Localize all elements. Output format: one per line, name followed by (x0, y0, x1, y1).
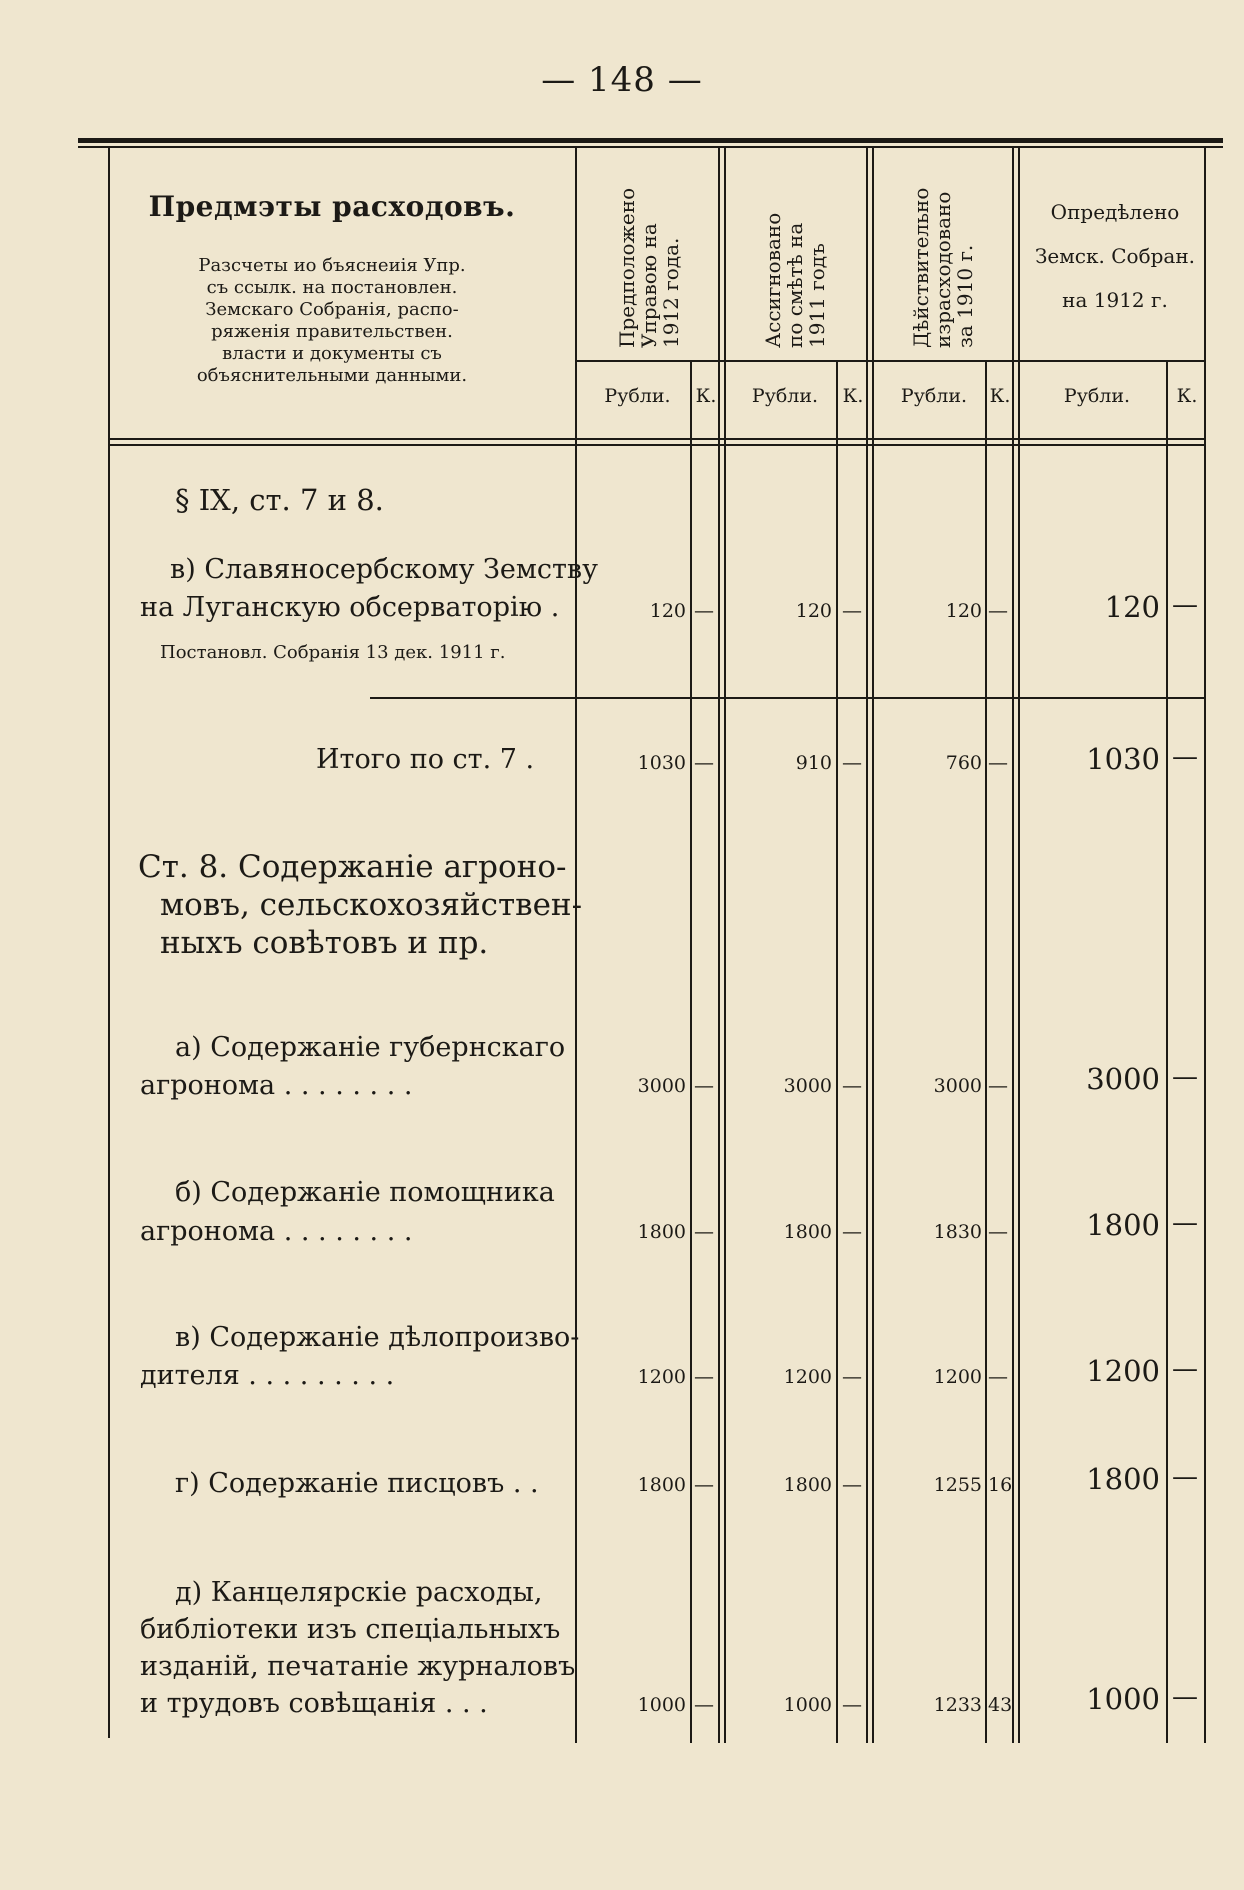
item-v-top-determined-k: — (1172, 590, 1198, 620)
subtotal-line (370, 697, 1204, 699)
item-v-top-spent: 120 (945, 600, 982, 622)
item-d-proposed: 1000 (637, 1694, 686, 1716)
item-v-determined: 1200 (1086, 1354, 1160, 1388)
item-v-top-proposed-k: — (694, 598, 714, 622)
item-g-determined-k: — (1172, 1462, 1198, 1492)
col-line-a-end (866, 148, 868, 1743)
item-a-line-2: агронома . . . . . . . . (140, 1070, 413, 1101)
item-v-spent-k: — (988, 1364, 1008, 1388)
article8-heading-line-3: ныхъ совѣтовъ и пр. (160, 925, 489, 961)
item-d-line-2: библіотеки изъ спеціальныхъ (140, 1614, 561, 1645)
item-v-top-determined: 120 (1104, 590, 1160, 624)
unit-rub-proposed: Рубли. (604, 385, 671, 407)
item-g-spent-k: 16 (988, 1474, 1013, 1496)
item-b-spent: 1830 (933, 1221, 982, 1243)
unit-rub-assigned: Рубли. (751, 385, 819, 407)
section-heading: § IX, ст. 7 и 8. (175, 483, 384, 517)
col-line-s-k (985, 360, 987, 1743)
col-line-s-end2 (1018, 148, 1020, 1743)
item-d-proposed-k: — (694, 1692, 714, 1716)
header-proposed: Предположено Управою на 1912 года. (615, 187, 683, 348)
unit-rub-spent: Рубли. (900, 385, 968, 407)
col-line-a-k (836, 360, 838, 1743)
item-b-spent-k: — (988, 1219, 1008, 1243)
item-d-line-3: изданій, печатаніе журналовъ (140, 1651, 576, 1682)
item-a-proposed-k: — (694, 1073, 714, 1097)
item-b-determined-k: — (1172, 1208, 1198, 1238)
col-line-p-k (690, 360, 692, 1743)
item-v-top-assigned-k: — (842, 598, 862, 622)
item-d-spent-k: 43 (988, 1694, 1013, 1716)
col-line-desc (575, 148, 577, 1743)
item-d-assigned: 1000 (783, 1694, 832, 1716)
item-a-line-1: а) Содержаніе губернскаго (175, 1032, 566, 1063)
item-g-proposed: 1800 (637, 1474, 686, 1496)
col-line-right (1204, 148, 1206, 1743)
article8-heading-line-2: мовъ, сельскохозяйствен- (160, 887, 583, 923)
total-label: Итого по ст. 7 . (316, 744, 535, 775)
article8-heading-line-1: Ст. 8. Содержаніе агроно- (138, 849, 567, 885)
item-v-line-2: дителя . . . . . . . . . (140, 1360, 395, 1391)
item-a-assigned-k: — (842, 1073, 862, 1097)
item-b-proposed: 1800 (637, 1221, 686, 1243)
item-d-spent: 1233 (933, 1694, 982, 1716)
unit-rub-determined: Рубли. (1063, 385, 1131, 407)
header-bottom-line-2 (108, 444, 1204, 446)
item-g-determined: 1800 (1086, 1462, 1160, 1496)
total-determined: 1030 (1086, 742, 1160, 776)
page-number: — 148 — (541, 60, 703, 100)
total-determined-k: — (1172, 742, 1198, 772)
item-v-spent: 1200 (933, 1366, 982, 1388)
item-b-assigned-k: — (842, 1219, 862, 1243)
header-assigned: Ассигновано по смѣтѣ на 1911 годъ (761, 212, 829, 348)
unit-kop-determined: К. (1176, 385, 1198, 407)
header-spent: Дѣйствительно израсходовано за 1910 г. (909, 187, 977, 348)
item-a-determined: 3000 (1086, 1062, 1160, 1096)
col-line-left (108, 148, 110, 1738)
total-assigned-k: — (842, 750, 862, 774)
total-assigned: 910 (795, 752, 832, 774)
item-b-proposed-k: — (694, 1219, 714, 1243)
total-proposed-k: — (694, 750, 714, 774)
header-title: Предмэты расходовъ. (148, 190, 516, 223)
item-a-proposed: 3000 (637, 1075, 686, 1097)
item-d-determined: 1000 (1086, 1682, 1160, 1716)
item-v-assigned: 1200 (783, 1366, 832, 1388)
top-rule (78, 138, 1223, 143)
item-a-assigned: 3000 (783, 1075, 832, 1097)
item-v-top-spent-k: — (988, 598, 1008, 622)
col-line-d-k (1166, 360, 1168, 1743)
item-g-proposed-k: — (694, 1472, 714, 1496)
item-b-assigned: 1800 (783, 1221, 832, 1243)
item-b-line-2: агронома . . . . . . . . (140, 1216, 413, 1247)
top-rule-thin (78, 146, 1223, 148)
item-b-line-1: б) Содержаніе помощника (175, 1177, 555, 1208)
item-g-line-1: г) Содержаніе писцовъ . . (175, 1468, 539, 1499)
unit-row-line (575, 360, 1204, 362)
item-b-determined: 1800 (1086, 1208, 1160, 1242)
item-v-top-note: Постановл. Собранія 13 дек. 1911 г. (160, 642, 506, 663)
header-determined: Опредѣлено Земск. Собран. на 1912 г. (1034, 200, 1196, 312)
col-line-p-end2 (724, 148, 726, 1743)
item-v-top-assigned: 120 (795, 600, 832, 622)
item-v-proposed-k: — (694, 1364, 714, 1388)
col-line-s-end (1012, 148, 1014, 1743)
item-g-spent: 1255 (933, 1474, 982, 1496)
item-v-top-line-1: в) Славяносербскому Земству (170, 554, 599, 585)
col-line-p-end (718, 148, 720, 1743)
item-g-assigned-k: — (842, 1472, 862, 1496)
total-proposed: 1030 (637, 752, 686, 774)
item-d-determined-k: — (1172, 1682, 1198, 1712)
header-description: Разсчеты ио бъяснеиія Упр. съ ссылк. на постановлен. Земскаго Собранія, распо- ряженія правительствен. власти и документы съ объяснительными данными. (196, 255, 468, 386)
item-a-determined-k: — (1172, 1062, 1198, 1092)
item-v-top-proposed: 120 (649, 600, 686, 622)
unit-kop-proposed: К. (695, 385, 717, 407)
item-v-determined-k: — (1172, 1354, 1198, 1384)
item-d-line-4: и трудовъ совѣщанія . . . (140, 1688, 488, 1719)
item-a-spent-k: — (988, 1073, 1008, 1097)
item-d-assigned-k: — (842, 1692, 862, 1716)
col-line-a-end2 (872, 148, 874, 1743)
item-v-assigned-k: — (842, 1364, 862, 1388)
item-d-line-1: д) Канцелярскіе расходы, (175, 1577, 543, 1608)
total-spent-k: — (988, 750, 1008, 774)
item-v-proposed: 1200 (637, 1366, 686, 1388)
item-v-top-line-2: на Луганскую обсерваторію . (140, 592, 560, 623)
header-bottom-line (108, 438, 1204, 440)
unit-kop-spent: К. (989, 385, 1011, 407)
total-spent: 760 (945, 752, 982, 774)
unit-kop-assigned: К. (842, 385, 864, 407)
item-g-assigned: 1800 (783, 1474, 832, 1496)
item-v-line-1: в) Содержаніе дѣлопроизво- (175, 1322, 580, 1353)
item-a-spent: 3000 (933, 1075, 982, 1097)
